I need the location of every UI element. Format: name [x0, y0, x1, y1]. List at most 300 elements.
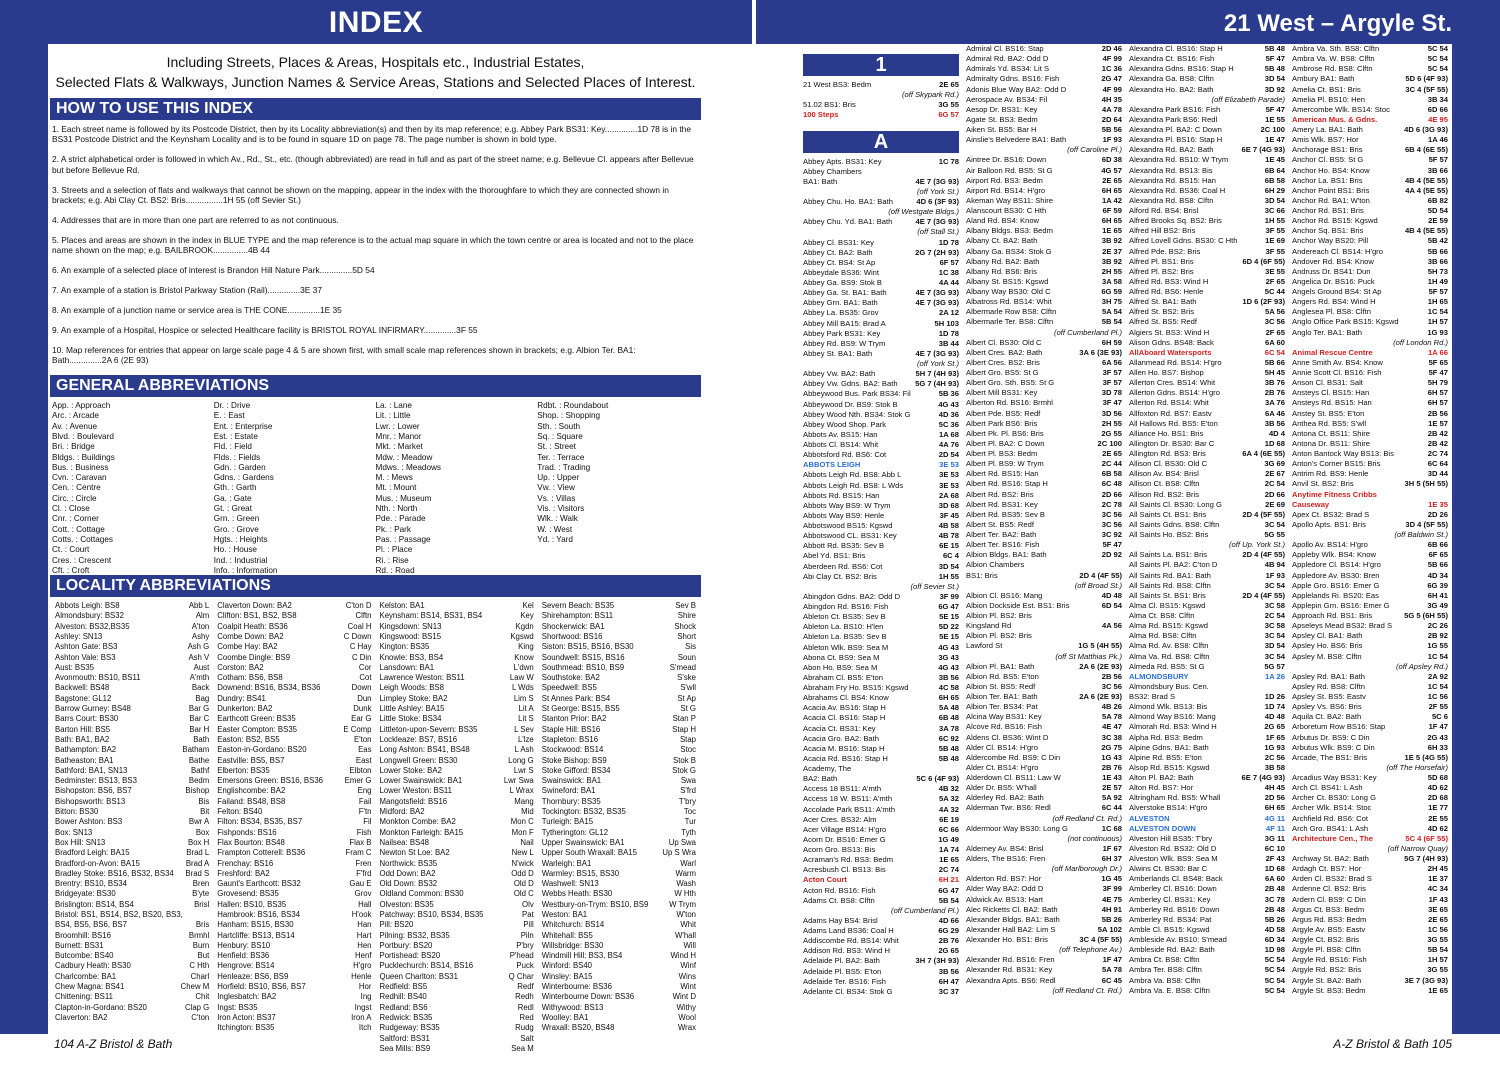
- entry-ref: 6C 54: [1264, 347, 1285, 357]
- locality-row: [380, 1034, 534, 1044]
- entry-ref: 1G 93: [1427, 327, 1448, 337]
- locality-row: [542, 1023, 696, 1033]
- abbr-item: Cnr. : Corner: [52, 514, 99, 524]
- index-entry: [966, 753, 1122, 763]
- index-entry: [1129, 216, 1285, 226]
- locality-name: Longwell Green: BS30: [379, 755, 458, 765]
- locality-name: Felton: BS40: [217, 807, 263, 817]
- locality-abbr: Will: [683, 940, 696, 950]
- entry-ref: 6C 10: [1264, 843, 1285, 853]
- entry-ref: 2G 55: [1101, 428, 1122, 438]
- locality-name: Washwell: SN13: [541, 879, 599, 889]
- locality-name: Kingswood: BS15: [379, 631, 442, 641]
- locality-abbr: S'wll: [680, 683, 696, 693]
- entry-name: Alexandra Pl. BS16: Stap H: [1129, 135, 1223, 145]
- entry-ref: 4F 11: [1266, 823, 1285, 833]
- entry-name: Anchor Rd. BS1: Bris: [1292, 206, 1364, 215]
- entry-ref: 5G 7 (4H 93): [915, 379, 959, 389]
- index-entry: [1129, 388, 1285, 398]
- index-entry: [966, 793, 1122, 803]
- index-entry: [1129, 854, 1285, 864]
- index-entry: [1129, 44, 1285, 54]
- howto-item: 1. Each street name is followed by its Postcode District, then by its Locality abbreviation(s) and then by its map reference; e.g. Abbey Park BS31: Key..............1D 78 is in the BS31 Postcode District and the Keynsham Locality and is to be found in square 1D on page 78. The page number is shown in bold type.: [52, 124, 691, 145]
- entry-name: Antona Ct. BS11: Shire: [1292, 428, 1370, 438]
- locality-row: [55, 745, 209, 755]
- entry-ref: 1C 78: [938, 156, 959, 166]
- entry-name: Ableton Wlk. BS9: Sea M: [803, 642, 889, 652]
- entry-name: Anchor Way BS20: Pill: [1292, 236, 1369, 246]
- locality-abbr: Tur: [684, 817, 696, 827]
- locality-name: Downend: BS16, BS34, BS36: [217, 683, 321, 693]
- locality-name: Corston: BA2: [217, 662, 264, 672]
- locality-row: [380, 879, 534, 889]
- entry-name: Abbots Leigh Rd. BS8: Abb L: [803, 470, 902, 480]
- index-entry: [1292, 95, 1448, 105]
- locality-name: Combe Hay: BA2: [217, 642, 278, 652]
- entry-ref: 5A 54: [1102, 307, 1122, 317]
- index-entry: [803, 167, 959, 177]
- entry-name: Allanmead Rd. BS14: H'gro: [1129, 357, 1222, 367]
- locality-row: [217, 797, 371, 807]
- index-entry: [1129, 226, 1285, 236]
- entry-name: Albany Bldgs. BS3: Bedm: [966, 226, 1053, 236]
- locality-name: Redwick: BS35: [379, 1012, 433, 1022]
- abbr-item: Sth. : South: [537, 421, 581, 431]
- entry-ref: 1E 37: [1428, 874, 1448, 884]
- locality-abbr: Eas: [358, 745, 372, 755]
- locality-abbr: Kel: [522, 601, 534, 611]
- entry-ref: 5B 48: [938, 743, 959, 753]
- entry-name: Allfoxton Rd. BS7: Eastv: [1129, 408, 1212, 418]
- index-entry: [1292, 257, 1448, 267]
- entry-ref: 1E 5 (4G 55): [1404, 752, 1448, 762]
- entry-name: Adelante Cl. BS34: Stok G: [803, 986, 893, 996]
- locality-abbr: Box: [195, 827, 210, 837]
- index-entry: [966, 429, 1122, 439]
- howto-item: 2. A strict alphabetical order is followed in which Av., Rd., St., etc. (though abbreviated) are read in full and as part of the street name; e.g. Bellevue Cl. appears after Bellevue but before Bellevue Rd.: [52, 154, 694, 175]
- index-entry: [1292, 814, 1448, 824]
- entry-name: Alpine Rd. BS5: E'ton: [1129, 752, 1202, 762]
- locality-name: Iron Acton: BS37: [217, 1012, 276, 1022]
- entry-ref: 1C 54: [1427, 307, 1448, 317]
- entry-ref: 6E 19: [939, 814, 959, 824]
- entry-ref: 5A 92: [1102, 793, 1122, 803]
- entry-name: Kingsland Rd: [966, 621, 1012, 631]
- locality-row: [55, 704, 209, 714]
- entry-name: ABBOTS LEIGH: [803, 460, 861, 470]
- entry-name: Ambleside Av. BS10: S'mead: [1129, 935, 1227, 944]
- entry-ref: 1H 55: [1264, 216, 1285, 226]
- locality-name: Ashley: SN13: [55, 631, 103, 641]
- locality-abbr: S'ske: [677, 673, 696, 683]
- index-entry: [1292, 672, 1448, 682]
- index-entry: [1292, 439, 1448, 449]
- entry-ref: 3C 56: [1264, 317, 1285, 327]
- locality-abbr: Olv: [522, 899, 534, 909]
- index-entry: [1129, 135, 1285, 145]
- locality-row: [55, 972, 209, 982]
- entry-ref: 4B 32: [938, 784, 959, 794]
- locality-abbr: Whit: [680, 920, 696, 930]
- locality-row: [380, 694, 534, 704]
- entry-ref: 2A 12: [939, 308, 959, 318]
- locality-abbr: Mon F: [511, 827, 534, 837]
- entry-name: Abrahams Cl. BS4: Know: [803, 693, 889, 703]
- locality-abbr: Elbton: [349, 765, 372, 775]
- abbr-item: Gro. : Grove: [213, 524, 259, 534]
- entry-ref: [957, 167, 959, 177]
- index-entry: [1129, 560, 1285, 570]
- entry-name: Aberdeen Rd. BS6: Cot: [803, 561, 883, 571]
- index-entry: [803, 835, 959, 845]
- index-entry: [1129, 733, 1285, 743]
- locality-abbr: E'ton: [353, 734, 372, 744]
- entry-name: Angelica Dr. BS16: Puck: [1292, 276, 1375, 286]
- entry-name: Antrim Rd. BS9: Henle: [1292, 469, 1369, 479]
- entry-name: Air Balloon Rd. BS5: St G: [966, 165, 1053, 175]
- entry-ref: 6H 65: [1101, 216, 1122, 226]
- entry-ref: 3E 53: [939, 470, 959, 480]
- entry-ref: 3D 78: [1101, 388, 1122, 398]
- page-gutter: [752, 0, 756, 1082]
- locality-row: [55, 982, 209, 992]
- locality-abbr: Wint: [680, 982, 696, 992]
- abbr-item: Blvd. : Boulevard: [52, 431, 114, 441]
- locality-name: Bath: BA1, BA2: [55, 734, 110, 744]
- entry-name: Alma Rd. BS8: Clftn: [1129, 631, 1197, 641]
- index-entry: [966, 611, 1122, 621]
- index-entry: [966, 631, 1122, 641]
- entry-ref: 5C 44: [1264, 287, 1285, 296]
- entry-ref: 1G 49: [938, 834, 959, 844]
- entry-name: Ainslie's Belvedere BA1: Bath: [966, 135, 1067, 145]
- index-entry: [803, 100, 959, 110]
- entry-name: Alfred St. BS5: Redf: [1129, 317, 1197, 327]
- entry-name: Admirals Yd. BS34: Lit S: [966, 64, 1050, 74]
- index-entry: [1292, 145, 1448, 155]
- index-entry: [803, 622, 959, 632]
- entry-name: All Hallows Rd. BS5: E'ton: [1129, 418, 1218, 428]
- index-entry: [803, 926, 959, 936]
- index-entry: [1129, 793, 1285, 803]
- entry-name: Abbey Ct. BA2: Bath: [803, 247, 873, 257]
- index-entry: [1292, 783, 1448, 793]
- entry-name: Albert Rd. BS35: Sev B: [966, 509, 1045, 519]
- locality-abbr: Clap G: [184, 1002, 210, 1012]
- locality-name: Kelston: BA1: [379, 601, 425, 611]
- index-entry: [1129, 824, 1285, 834]
- index-entry: [966, 672, 1122, 682]
- entry-name: All Saints St. BS1: Bris: [1129, 590, 1206, 600]
- index-entry: [803, 410, 959, 420]
- abbr-item: Mnr. : Manor: [375, 431, 422, 441]
- entry-ref: 6H 21: [938, 875, 959, 885]
- entry-ref: 4E 75: [1102, 894, 1122, 904]
- abbr-item: Wlk. : Walk: [537, 514, 578, 524]
- locality-abbr: Up S Wra: [662, 848, 696, 858]
- index-entry: [966, 247, 1122, 257]
- entry-name: Anglesea Pl. BS8: Clftn: [1292, 307, 1371, 317]
- entry-ref: 5B 36: [938, 389, 959, 399]
- locality-abbr: L'lze: [517, 734, 534, 744]
- entry-ref: 1E 69: [1265, 236, 1285, 246]
- locality-row: [380, 1044, 534, 1054]
- locality-column: [51, 601, 213, 1054]
- locality-name: Portishead: BS20: [379, 951, 441, 961]
- locality-abbr: L Sev: [514, 724, 534, 734]
- locality-abbr: Rudg: [515, 1023, 534, 1033]
- entry-ref: 6H 59: [1101, 337, 1122, 347]
- entry-ref: 6C 44: [1101, 803, 1122, 813]
- entry-name: Alder Cl. BS14: H'gro: [966, 742, 1038, 752]
- entry-name: ALVESTON: [1129, 813, 1170, 823]
- entry-name: Alma Ct. BS8: Clftn: [1129, 611, 1195, 620]
- locality-name: Windmill Hill: BS3, BS4: [541, 951, 623, 961]
- abbr-column: [376, 401, 538, 573]
- locality-abbr: Fren: [355, 858, 372, 868]
- entry-name: Adelaide Pl. BS5: E'ton: [803, 966, 882, 976]
- abbr-item: Bldgs. : Buildings: [52, 452, 115, 462]
- abbr-item: Pl. : Place: [375, 545, 413, 555]
- entry-ref: 4G 43: [938, 399, 959, 409]
- entry-note: (off York St.): [916, 359, 959, 368]
- index-entry: [1292, 459, 1448, 469]
- index-entry: [803, 278, 959, 288]
- locality-row: [542, 1003, 696, 1013]
- entry-name: Angers Rd. BS4: Wind H: [1292, 297, 1376, 307]
- entry-ref: 1D 68: [1264, 864, 1285, 874]
- entry-ref: 5H 45: [1264, 368, 1285, 377]
- locality-name: Burnett: BS31: [55, 940, 104, 950]
- entry-name: Allison Av. BS4: Brisl: [1129, 469, 1199, 479]
- entry-name: Anchor Rd. BA1: W'ton: [1292, 195, 1370, 205]
- index-entry: [1292, 85, 1448, 95]
- entry-name: Abbey St. BA1: Bath: [803, 348, 873, 358]
- index-entry: [966, 500, 1122, 510]
- index-entry: [1292, 378, 1448, 388]
- abbr-item: Cft. : Croft: [52, 565, 90, 575]
- entry-ref: 2B 76: [1264, 388, 1285, 398]
- entry-ref: 1D 68: [1264, 438, 1285, 448]
- entry-name: Altringham Rd. BS5: W'hall: [1129, 793, 1221, 803]
- index-entry: [803, 389, 959, 399]
- index-entry: [803, 967, 959, 977]
- entry-name: Abon Ho. BS9: Sea M: [803, 662, 878, 672]
- index-entry: [1292, 135, 1448, 145]
- locality-name: Chew Magna: BS41: [55, 982, 125, 992]
- entry-ref: 6B 82: [1427, 195, 1448, 205]
- locality-abbr: Mang: [514, 796, 534, 806]
- index-entry: [1292, 479, 1448, 489]
- entry-ref: 4D 48: [1101, 590, 1122, 600]
- entry-name: Abbeywood Bus. Park BS34: Fil: [803, 389, 911, 399]
- entry-ref: 3C 56: [1101, 519, 1122, 529]
- entry-ref: 5D 6 (4F 93): [1405, 74, 1448, 84]
- entry-ref: 1F 65: [1265, 732, 1285, 742]
- entry-name: Acacia M. BS16: Stap H: [803, 743, 885, 753]
- index-entry: [1292, 682, 1448, 692]
- index-entry: [966, 976, 1122, 986]
- entry-name: Anchor Cl. BS5: St G: [1292, 155, 1364, 165]
- locality-abbr: A'mth: [189, 673, 210, 683]
- entry-ref: 3C 54: [1264, 631, 1285, 641]
- locality-abbr: Dun: [357, 693, 372, 703]
- locality-abbr: But: [197, 951, 210, 961]
- abbr-item: Ct. : Court: [52, 545, 90, 555]
- index-entry: [1292, 884, 1448, 894]
- locality-name: Bradford Leigh: BA15: [55, 848, 130, 858]
- entry-name: BS1: Bris: [966, 570, 998, 580]
- entry-name: All Saints Gdns. BS8: Clftn: [1129, 519, 1220, 529]
- index-entry: [966, 641, 1122, 651]
- entry-name: Alderney Av. BS4: Brisl: [966, 843, 1044, 853]
- entry-ref: 1A 68: [939, 429, 959, 439]
- entry-name: Alma Va. Rd. BS8: Clftn: [1129, 651, 1210, 661]
- locality-abbr: Stok G: [672, 765, 696, 775]
- index-entry: [1292, 793, 1448, 803]
- entry-ref: 2C 100: [1097, 438, 1122, 448]
- locality-name: Shirehampton: BS11: [541, 611, 614, 621]
- entry-ref: 5D 22: [938, 622, 959, 632]
- locality-row: [55, 673, 209, 683]
- locality-row: [55, 1013, 209, 1023]
- entry-ref: 5B 66: [1264, 357, 1285, 367]
- index-entry: [803, 612, 959, 622]
- index-entry: [966, 510, 1122, 520]
- entry-ref: 2F 65: [1265, 327, 1285, 337]
- locality-row: [55, 622, 209, 632]
- entry-ref: [1120, 631, 1122, 641]
- locality-row: [542, 622, 696, 632]
- locality-row: [542, 1013, 696, 1023]
- abbr-item: Rdbt. : Roundabout: [537, 401, 609, 411]
- index-entry: [1292, 702, 1448, 712]
- locality-abbr: W Trym: [669, 899, 696, 909]
- index-entry: [966, 824, 1122, 834]
- entry-name: Ambleside Rd. BA2: Bath: [1129, 945, 1215, 955]
- index-entry: [1292, 176, 1448, 186]
- entry-ref: 2C 74: [938, 865, 959, 875]
- entry-name: Andover Rd. BS4: Know: [1292, 256, 1374, 266]
- entry-ref: 1A 26: [1265, 671, 1285, 681]
- entry-name: Arch Cl. BS41: L Ash: [1292, 783, 1363, 793]
- index-entry: [1129, 662, 1285, 672]
- entry-ref: 4A 56: [1102, 621, 1122, 631]
- abbr-item: E. : East: [213, 411, 245, 421]
- locality-name: Stanton Prior: BA2: [541, 714, 607, 724]
- entry-name: Acton Court: [803, 875, 847, 885]
- index-entry: [803, 308, 959, 318]
- entry-name: Amberlands Cl. BS48: Back: [1129, 874, 1223, 884]
- entry-name: Alexandra Rd. BA2: Bath: [1129, 145, 1214, 155]
- entry-ref: 2A 92: [1428, 671, 1448, 681]
- locality-name: Portbury: BS20: [379, 940, 433, 950]
- abbr-item: Shop. : Shopping: [537, 411, 601, 421]
- abbr-item: Pde. : Parade: [375, 514, 426, 524]
- entry-ref: 5B 26: [1264, 914, 1285, 924]
- entry-note: (not continuous): [1067, 833, 1122, 843]
- entry-name: Adonis Blue Way BA2: Odd D: [966, 84, 1067, 94]
- index-entry: [1129, 307, 1285, 317]
- entry-name: Abingdon Gdns. BA2: Odd D: [803, 591, 901, 601]
- locality-name: Ashton Vale: BS3: [55, 652, 116, 662]
- entry-name: Albion Cl. BS16: Mang: [966, 590, 1043, 600]
- index-entry: [1292, 520, 1448, 530]
- locality-row: [542, 931, 696, 941]
- entry-name: Abbey Ct. BS4: St Ap: [803, 257, 876, 267]
- entry-name: Ambra Va. W. BS8: Clftn: [1292, 54, 1375, 64]
- entry-ref: 4B 78: [938, 531, 959, 541]
- index-entry: [1129, 378, 1285, 388]
- index-entry: [966, 712, 1122, 722]
- locality-name: Winterbourne Down: BS36: [541, 992, 635, 1002]
- entry-ref: 6C 48: [1101, 479, 1122, 489]
- locality-name: Bishopston: BS6, BS7: [55, 786, 132, 796]
- index-entry: [803, 977, 959, 987]
- entry-name: Anson Cl. BS31: Salt: [1292, 378, 1363, 388]
- locality-name: Soundwell: BS15, BS16: [541, 652, 625, 662]
- entry-name: Alma Rd. Av. BS8: Clftn: [1129, 641, 1209, 651]
- entry-ref: 1G 5 (4H 55): [1078, 641, 1122, 651]
- entry-name: All Saints Ho. BS2: Bris: [1129, 530, 1209, 539]
- index-entry: [803, 572, 959, 582]
- abbr-item: Lit. : Little: [375, 411, 411, 421]
- locality-name: Swineford: BA1: [541, 786, 596, 796]
- locality-abbr: Hall: [358, 899, 372, 909]
- entry-ref: 6B 64: [1264, 165, 1285, 175]
- entry-name: Archway St. BA2: Bath: [1292, 854, 1369, 863]
- abbr-item: Ind. : Industrial: [213, 555, 268, 565]
- entry-note: (off Cumberland Pl.): [1054, 327, 1122, 337]
- entry-ref: 2B 42: [1427, 428, 1448, 438]
- entry-ref: 5B 54: [938, 895, 959, 905]
- entry-name: Amble Cl. BS15: Kgswd: [1129, 924, 1210, 934]
- locality-name: Leigh Woods: BS8: [379, 683, 444, 693]
- entry-name: Almeda Rd. BS5: St G: [1129, 661, 1205, 671]
- entry-name: Apseleys Mead BS32: Brad S: [1292, 621, 1393, 631]
- locality-row: [55, 951, 209, 961]
- locality-abbr: Shock: [674, 621, 696, 631]
- entry-ref: 3B 56: [938, 966, 959, 976]
- entry-name: Addiscombe Rd. BS14: Whit: [803, 936, 899, 946]
- entry-name: Applelands Ri. BS20: Eas: [1292, 590, 1379, 600]
- index-entry: [803, 511, 959, 521]
- locality-row: [542, 848, 696, 858]
- locality-row: [55, 714, 209, 724]
- entry-name: Albion Rd. BS5: E'ton: [966, 671, 1039, 681]
- locality-row: [217, 910, 371, 920]
- abbr-item: Bus. : Business: [52, 462, 109, 472]
- entry-name: Architecture Cen., The: [1292, 833, 1374, 843]
- locality-abbr: Ashy: [191, 631, 210, 641]
- entry-ref: 2C 78: [1101, 499, 1122, 509]
- locality-row: [55, 859, 209, 869]
- locality-row: [380, 735, 534, 745]
- entry-name: Arbutus Dr. BS9: C Din: [1292, 732, 1370, 742]
- entry-ref: 4H 35: [1101, 94, 1122, 104]
- locality-name: Speedwell: BS5: [541, 683, 597, 693]
- entry-ref: 4D 58: [1264, 924, 1285, 934]
- locality-row: [542, 807, 696, 817]
- index-entry: [1129, 641, 1285, 651]
- abbr-item: Ent. : Enterprise: [213, 421, 273, 431]
- index-entry: [1129, 145, 1285, 155]
- entry-name: Albany Rd. BS6: Bris: [966, 266, 1037, 276]
- entry-ref: 3B 56: [1264, 418, 1285, 428]
- index-entry: [1129, 976, 1285, 986]
- entry-ref: 1C 38: [938, 267, 959, 277]
- locality-name: Broomhill: BS16: [55, 930, 111, 940]
